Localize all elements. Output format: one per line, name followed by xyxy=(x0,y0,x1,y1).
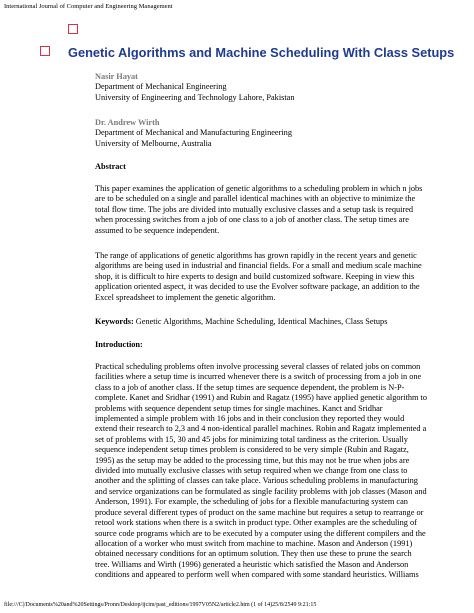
text-line: This paper examines the application of genetic algorithms to a scheduling problem in which n jobs xyxy=(95,184,423,193)
text-line: Practical scheduling problems often involve processing several classes of related jobs on common xyxy=(95,362,421,371)
text-line: 1995) as the setup may be added to the processing time, but this may not be true when jobs are xyxy=(95,455,410,465)
author-name: Dr. Andrew Wirth xyxy=(95,118,160,127)
keywords-line xyxy=(95,317,455,327)
text-line: facilities where a setup time is incurred whenever there is a switch of processing from a job in one xyxy=(95,372,422,382)
author-block xyxy=(95,72,295,103)
running-head: International Journal of Computer and Engineering Management xyxy=(4,3,173,10)
text-line: Excel spreadsheet to implement the genetic algorithm. xyxy=(95,292,276,302)
text-line: obtained necessary conditions for an optimum solution. They then use these to prune the search xyxy=(95,549,412,559)
author-affiliation-line: University of Melbourne, Australia xyxy=(95,138,212,148)
text-line: application oriented aspect, it was decided to use the Evolver software package, an addition to the xyxy=(95,282,420,292)
author-affiliation-line: Department of Mechanical and Manufacturing Engineering xyxy=(95,128,292,138)
abstract-paragraph xyxy=(95,184,455,236)
text-line: assumed to be sequence independent. xyxy=(95,225,220,235)
author-affiliation-line: Department of Mechanical Engineering xyxy=(95,82,227,92)
text-line: another and the splitting of classes can take place. Various scheduling problems in manufacturing xyxy=(95,476,418,486)
text-line: conditions and appeared to perform well when compared with some standard heuristics. Williams xyxy=(95,570,419,580)
introduction-heading: Introduction: xyxy=(95,340,143,349)
abstract-paragraph xyxy=(95,251,455,303)
placeholder-image-icon xyxy=(40,46,50,56)
paper-title: Genetic Algorithms and Machine Scheduling With Class Setups xyxy=(68,45,455,60)
keywords-text: Genetic Algorithms, Machine Scheduling, Identical Machines, Class Setups xyxy=(133,317,388,326)
introduction-paragraph xyxy=(95,362,455,581)
text-line: allocation of a worker who must switch from machine to machine. Mason and Anderson (1991) xyxy=(95,538,413,548)
text-line: extend their research to 2,3 and 4 non-identical parallel machines. Robin and Ragatz implemented a xyxy=(95,424,427,434)
text-line: set of problems with 15, 30 and 45 jobs for minimizing total tardiness as the criterion. Usually xyxy=(95,434,408,444)
abstract-heading: Abstract xyxy=(95,162,126,171)
text-line: divided into mutually exclusive classes with setup required when we change from one class to xyxy=(95,466,408,476)
author-affiliation-line: University of Engineering and Technology Lahore, Pakistan xyxy=(95,92,295,102)
keywords-label: Keywords: xyxy=(95,317,134,326)
file-path-footer: file:///C|/Documents%20and%20Settings/Pronn/Desktop/ijcim/past_editions/1997V05N2/article2.htm (1 of 14)25/8/2549 9:21:15 xyxy=(4,602,317,608)
text-line: The range of applications of genetic algorithms has grown rapidly in the recent years and genetic xyxy=(95,251,417,260)
text-line: produce several different types of product on the same machine but requires a setup to rearrange or xyxy=(95,507,424,517)
text-line: source code programs which are to be executed by a computer using the different compilers and the xyxy=(95,528,426,538)
text-line: shop, it is difficult to hire experts to design and build customized software. Keeping in view this xyxy=(95,271,415,281)
text-line: and service organizations can be formulated as single facility problems with job classes (Mason and xyxy=(95,486,427,496)
text-line: when processing switches from a job of one class to a job of another class. The setup times are xyxy=(95,215,409,225)
text-line: are to be scheduled on a single and parallel identical machines with an objective to minimize the xyxy=(95,194,416,204)
text-line: tree. Williams and Wirth (1996) generated a heuristic which satisfied the Mason and Anderson xyxy=(95,559,409,569)
author-name: Nasir Hayat xyxy=(95,72,138,81)
placeholder-image-icon xyxy=(68,24,78,34)
text-line: problems with sequence dependent setup times for single machines. Kanct and Sridhar xyxy=(95,403,383,413)
text-line: algorithms are being used in industrial and financial fields. For a small and medium scale machine xyxy=(95,261,422,271)
author-block xyxy=(95,118,292,149)
text-line: complete. Kanet and Sridhar (1991) and Rubin and Ragatz (1995) have applied genetic algorithm to xyxy=(95,393,428,403)
text-line: sequence independent setup times problem is considered to be very simple (Rubin and Ragatz, xyxy=(95,445,409,455)
text-line: implemented a simple problem with 16 jobs and in their conclusion they reported they would xyxy=(95,414,405,424)
text-line: Anderson, 1991). For example, the scheduling of jobs for a flexible manufacturing system can xyxy=(95,497,408,507)
text-line: retool work stations when there is a switch in product type. Other examples are the scheduling of xyxy=(95,518,417,528)
text-line: total flow time. The jobs are divided into mutually exclusive classes and a setup task is required xyxy=(95,204,414,214)
text-line: class to a job of another class. If the setup times are sequence dependent, the problem is N-P- xyxy=(95,382,405,392)
